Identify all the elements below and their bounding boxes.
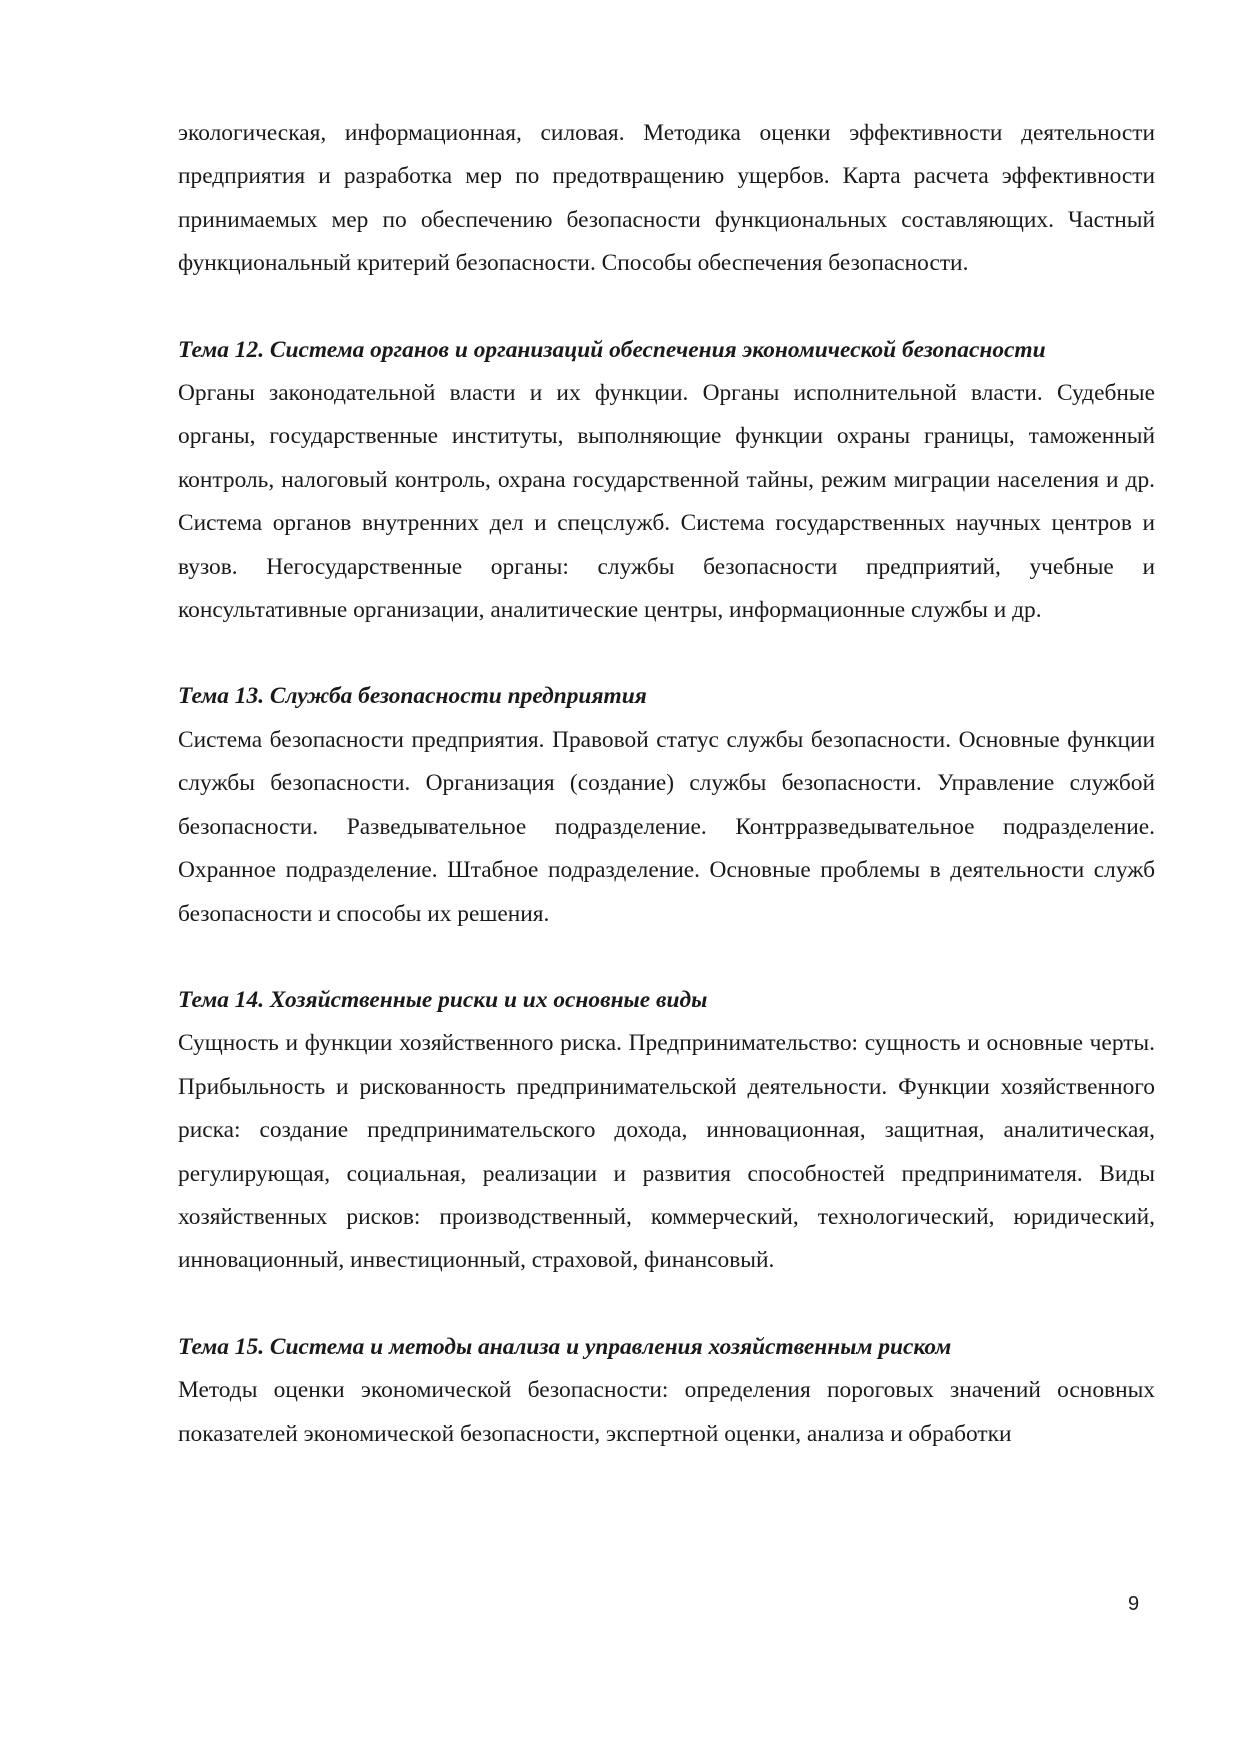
section-body: Система безопасности предприятия. Правовой статус службы безопасности. Основные функции службы безопасности. Организация (создание) службы безопасности. Управление службой безопасности. Разведывательное подразделение. Контрразведывательное подразделение. Охранное подразделение. Штабное подразделение. Основные проблемы в деятельности служб безопасности и способы их решения. [178, 726, 1155, 927]
section-title: Тема 13. Служба безопасности предприятия [178, 683, 647, 710]
page-number: 9 [1128, 1593, 1140, 1615]
section-body: Органы законодательной власти и их функции. Органы исполнительной власти. Судебные органы, государственные институты, выполняющие функции охраны границы, таможенный контроль, налоговый контроль, охрана государственной тайны, режим миграции населения и др. Система органов внутренних дел и спецслужб. Система государственных научных центров и вузов. Негосударственные органы: службы безопасности предприятий, учебные и консультативные организации, аналитические центры, информационные службы и др. [178, 380, 1155, 624]
intro-paragraph: экологическая, информационная, силовая. Методика оценки эффективности деятельности предприятия и разработка мер по предотвращению ущербов. Карта расчета эффективности принимаемых мер по обеспечению безопасности функциональных составляющих. Частный функциональный критерий безопасности. Способы обеспечения безопасности. [178, 120, 1155, 277]
section-title: Тема 15. Система и методы анализа и управления хозяйственным риском [178, 1333, 952, 1360]
section-body: Сущность и функции хозяйственного риска. Предпринимательство: сущность и основные черты. Прибыльность и рискованность предпринимательской деятельности. Функции хозяйственного риска: создание предпринимательского дохода, инновационная, защитная, аналитическая, регулирующая, социальная, реализации и развития способностей предпринимателя. Виды хозяйственных рисков: производственный, коммерческий, технологический, юридический, инновационный, инвестиционный, страховой, финансовый. [178, 1030, 1155, 1274]
section-topic-13 [178, 675, 1155, 935]
section-title: Тема 12. Система органов и организаций обеспечения экономической безопасности [178, 336, 1046, 363]
section-topic-14 [178, 979, 1155, 1283]
document-page [178, 112, 1155, 1456]
section-title: Тема 14. Хозяйственные риски и их основные виды [178, 986, 708, 1013]
section-body: Методы оценки экономической безопасности: определения пороговых значений основных показателей экономической безопасности, экспертной оценки, анализа и обработки [178, 1377, 1155, 1447]
section-topic-12 [178, 329, 1155, 633]
section-topic-15 [178, 1326, 1155, 1456]
